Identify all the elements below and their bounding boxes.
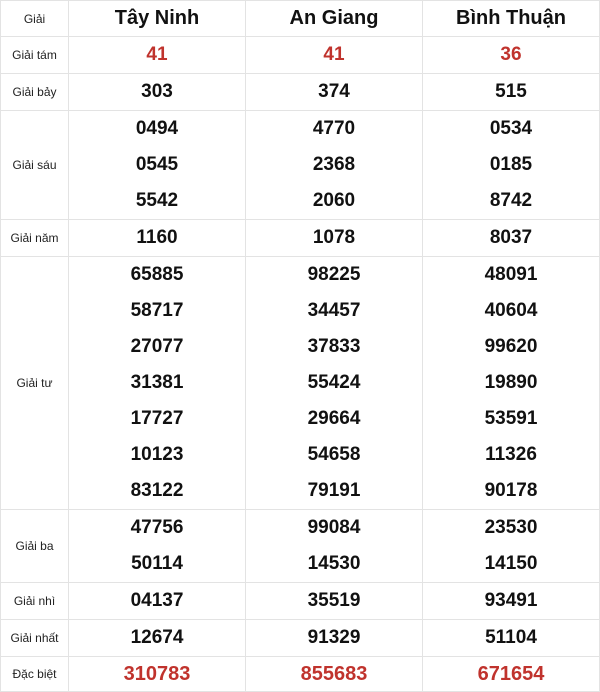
prize-number: 65885 xyxy=(130,264,184,285)
prize-cell xyxy=(246,111,423,220)
prize-number: 0534 xyxy=(489,118,533,139)
prize-number: 303 xyxy=(141,81,173,102)
prize-number: 34457 xyxy=(307,300,361,321)
prize-cell xyxy=(69,510,246,583)
prize-number: 90178 xyxy=(484,480,538,501)
prize-number: 2060 xyxy=(312,190,356,211)
prize-cell xyxy=(69,111,246,220)
prize-number: 47756 xyxy=(130,517,184,538)
prize-row-giai-nhat xyxy=(1,620,600,657)
prize-number: 23530 xyxy=(484,517,538,538)
prize-number: 515 xyxy=(495,81,527,102)
prize-cell xyxy=(423,657,600,692)
prize-number: 36 xyxy=(500,44,522,65)
prize-number: 29664 xyxy=(307,408,361,429)
prize-cell xyxy=(423,620,600,657)
header-row xyxy=(1,1,600,37)
prize-row-giai-bay xyxy=(1,74,600,111)
prize-label: Giải ba xyxy=(1,510,69,583)
prize-number: 48091 xyxy=(484,264,538,285)
prize-cell xyxy=(423,510,600,583)
prize-cell xyxy=(246,37,423,74)
prize-cell xyxy=(69,583,246,620)
prize-number: 83122 xyxy=(130,480,184,501)
special-prize-number: 855683 xyxy=(300,663,368,685)
prize-label: Giải bảy xyxy=(1,74,69,111)
prize-number: 93491 xyxy=(484,590,538,611)
prize-row-dac-biet xyxy=(1,657,600,692)
prize-row-giai-nam xyxy=(1,220,600,257)
prize-number: 14150 xyxy=(484,553,538,574)
prize-number: 98225 xyxy=(307,264,361,285)
province-header-binh-thuan: Bình Thuận xyxy=(423,1,600,37)
prize-cell xyxy=(423,111,600,220)
prize-cell xyxy=(69,657,246,692)
prize-number: 55424 xyxy=(307,372,361,393)
prize-number: 4770 xyxy=(312,118,356,139)
prize-number: 54658 xyxy=(307,444,361,465)
prize-number: 41 xyxy=(323,44,345,65)
prize-cell xyxy=(246,620,423,657)
prize-number: 374 xyxy=(318,81,350,102)
prize-number: 79191 xyxy=(307,480,361,501)
prize-cell xyxy=(423,257,600,510)
prize-number: 99620 xyxy=(484,336,538,357)
prize-cell xyxy=(423,74,600,111)
prize-number: 0545 xyxy=(135,154,179,175)
prize-row-giai-nhi xyxy=(1,583,600,620)
prize-number: 5542 xyxy=(135,190,179,211)
prize-number: 17727 xyxy=(130,408,184,429)
prize-label: Giải nhì xyxy=(1,583,69,620)
prize-number: 40604 xyxy=(484,300,538,321)
prize-number: 31381 xyxy=(130,372,184,393)
prize-number: 0494 xyxy=(135,118,179,139)
prize-cell xyxy=(246,583,423,620)
prize-number: 50114 xyxy=(131,553,183,574)
prize-column-header: Giải xyxy=(1,1,69,37)
prize-row-giai-ba xyxy=(1,510,600,583)
prize-row-giai-sau xyxy=(1,111,600,220)
prize-cell xyxy=(246,510,423,583)
prize-number: 8037 xyxy=(489,227,533,248)
prize-cell xyxy=(246,257,423,510)
prize-number: 19890 xyxy=(484,372,538,393)
prize-cell xyxy=(246,657,423,692)
province-header-an-giang: An Giang xyxy=(246,1,423,37)
prize-cell xyxy=(69,37,246,74)
prize-label: Giải tư xyxy=(1,257,69,510)
prize-label: Giải tám xyxy=(1,37,69,74)
prize-cell xyxy=(69,257,246,510)
prize-label: Giải năm xyxy=(1,220,69,257)
prize-number: 37833 xyxy=(307,336,361,357)
prize-number: 35519 xyxy=(307,590,361,611)
prize-number: 8742 xyxy=(489,190,533,211)
prize-label: Giải sáu xyxy=(1,111,69,220)
special-prize-number: 310783 xyxy=(123,663,191,685)
prize-number: 1078 xyxy=(312,227,356,248)
prize-cell xyxy=(423,220,600,257)
prize-number: 0185 xyxy=(489,154,533,175)
prize-number: 53591 xyxy=(484,408,538,429)
prize-cell xyxy=(69,620,246,657)
prize-number: 2368 xyxy=(312,154,356,175)
prize-number: 99084 xyxy=(307,517,361,538)
prize-cell xyxy=(246,74,423,111)
prize-row-giai-tu xyxy=(1,257,600,510)
prize-number: 11326 xyxy=(485,444,537,465)
prize-row-giai-tam xyxy=(1,37,600,74)
special-prize-number: 671654 xyxy=(477,663,545,685)
prize-number: 91329 xyxy=(307,627,361,648)
prize-number: 58717 xyxy=(130,300,184,321)
prize-number: 10123 xyxy=(130,444,184,465)
prize-number: 41 xyxy=(146,44,168,65)
province-header-tay-ninh: Tây Ninh xyxy=(69,1,246,37)
prize-label: Giải nhất xyxy=(1,620,69,657)
prize-number: 12674 xyxy=(130,627,184,648)
prize-cell xyxy=(423,37,600,74)
prize-label: Đặc biệt xyxy=(1,657,69,692)
prize-cell xyxy=(69,74,246,111)
prize-number: 04137 xyxy=(130,590,184,611)
prize-cell xyxy=(69,220,246,257)
prize-number: 51104 xyxy=(485,627,537,648)
prize-cell xyxy=(246,220,423,257)
prize-number: 14530 xyxy=(307,553,361,574)
prize-cell xyxy=(423,583,600,620)
prize-number: 1160 xyxy=(136,227,178,248)
prize-number: 27077 xyxy=(130,336,184,357)
